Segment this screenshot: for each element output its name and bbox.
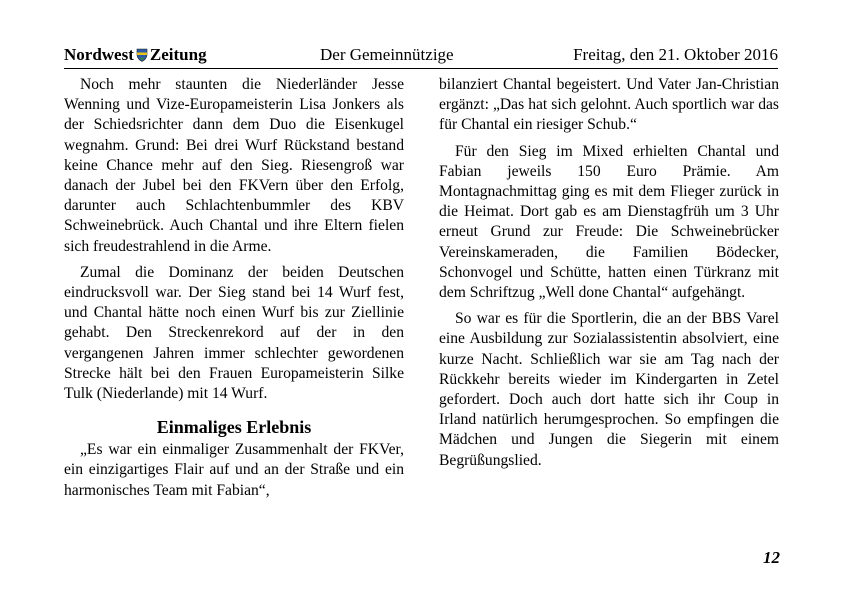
section-heading: Einmaliges Erlebnis — [156, 417, 312, 438]
brand-name-right: Zeitung — [149, 45, 207, 64]
brand-name-left: Nordwest — [64, 45, 134, 64]
paragraph: bilanziert Chantal begeistert. Und Vater Jan-Christian ergänzt: „Das hat sich gelohnt. Auch sportlich war das für Chantal ein riesiger Schub.“ — [439, 76, 779, 134]
issue-date: Freitag, den 21. Oktober 2016 — [573, 45, 778, 64]
paragraph: Für den Sieg im Mixed erhielten Chantal und Fabian jeweils 150 Euro Prämie. Am Montagnachmittag ging es mit dem Flieger zurück in die Heimat. Dort gab es am Dienstagfrüh um 3 Uhr erneut Grund zur Freude: Die Schweinebrücker Vereinskameraden, die Familien Bödecker, Schonvogel und Schütte, hatten einen Türkranz mit dem Schriftzug „Well done Chantal“ aufgehängt. — [439, 142, 779, 302]
paragraph: So war es für die Sportlerin, die an der BBS Varel eine Ausbildung zur Sozialassistentin absolviert, eine kurze Nacht. Schließlich war sie am Tag nach der Rückkehr bereits wieder im Kindergarten in Zetel gefordert. Doch auch dort hatte sich ihr Coup in Irland natürlich herumgesprochen. So empfingen die Mädchen und Jungen die Siegerin mit einem Begrüßungslied. — [439, 310, 779, 469]
newspaper-logo — [64, 45, 207, 65]
right-column — [439, 75, 779, 471]
left-column — [64, 75, 404, 501]
section-title: Der Gemeinnützige — [320, 45, 454, 64]
paragraph: Zumal die Dominanz der beiden Deutschen eindrucksvoll war. Der Sieg stand bei 14 Wurf fest, und Chantal hätte noch einen Wurf bis zur Ziellinie gehabt. Den Streckenrekord auf der in den vergangenen Jahren immer schlechter gewordenen Strecke hält bei den Frauen Europameisterin Silke Tulk (Niederlande) mit 14 Wurf. — [64, 263, 404, 403]
page-header — [64, 44, 778, 69]
paragraph: Noch mehr staunten die Niederländer Jesse Wenning und Vize-Europameisterin Lisa Jonkers als der Schiedsrichter dann dem Duo die Eisenkugel wegnahm. Grund: Bei drei Wurf Rückstand bestand keine Chance mehr auf den Sieg. Riesengroß war danach der Jubel bei den FKVern über den Erfolg, darunter auch Schlachtenbummler des KBV Schweinebrück. Auch Chantal und ihre Eltern fielen sich freudestrahlend in die Arme. — [64, 76, 404, 255]
paragraph: „Es war ein einmaliger Zusammenhalt der FKVer, ein einzigartiges Flair auf und an der Straße und ein harmonisches Team mit Fabian“, — [64, 441, 404, 499]
crest-icon — [136, 48, 148, 62]
page-number: 12 — [763, 548, 780, 567]
